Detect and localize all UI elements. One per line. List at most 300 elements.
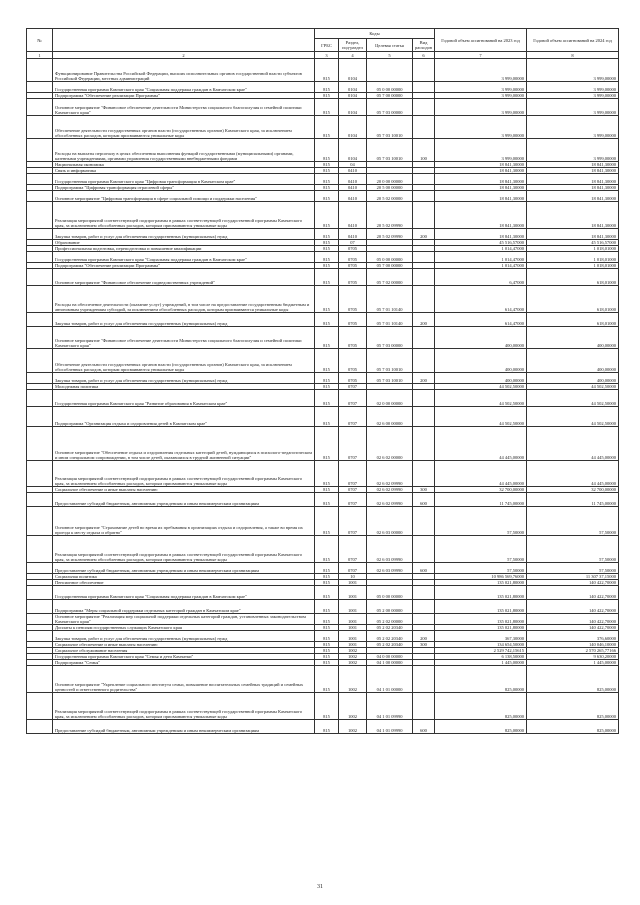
row-name: Расходы на выплаты персоналу в целях обеспечения выполнения функций государственными (муниципальными) органами, казенными учреждениями, органами управления государственными внебюджетными фондами [53,139,315,162]
row-type: 300 [413,642,435,648]
row-section: 0410 [339,185,367,191]
row-grbs: 815 [315,139,339,162]
row-volume-2023: 3 999,00000 [435,82,527,93]
row-name: Закупка товаров, работ и услуг для обеспечения государственных (муниципальных) нужд [53,229,315,240]
row-volume-2023: 44 445,00000 [435,461,527,487]
row-type [413,666,435,693]
row-volume-2024: 2 570 265,77166 [527,648,619,654]
row-grbs: 815 [315,631,339,642]
header-expense-type: Вид расходов [413,39,435,52]
row-target: 05 7 00 00000 [367,263,413,269]
row-section: 1001 [339,580,367,586]
row-volume-2024: 825,00000 [527,666,619,693]
row-grbs: 815 [315,373,339,384]
row-volume-2023: 825,00000 [435,720,527,734]
row-volume-2024: 11 307 37,15000 [527,574,619,580]
row-volume-2023: 1 014,47000 [435,246,527,252]
table-row [27,373,619,384]
row-volume-2024: 11 745,00000 [527,493,619,507]
row-target: 02 6 02 09990 [367,461,413,487]
row-volume-2023: 18 841,30000 [435,191,527,202]
row-volume-2023: 134 654,50000 [435,642,527,648]
table-row [27,286,619,313]
table-row [27,349,619,373]
row-name: Расходы на обеспечение деятельности (оказание услуг) учреждений, в том числе на предоставление государственным бюджетным и автономным учреждениям субсидий, за исключением обособленных расходов, которым присваиваются уникальные коды [53,286,315,313]
row-volume-2023: 3 999,00000 [435,99,527,116]
row-volume-2023: 44 445,00000 [435,427,527,461]
row-volume-2023: 45 516,57000 [435,240,527,246]
table-row [27,59,619,82]
row-target: 20 5 00 00000 [367,185,413,191]
row-name: Закупка товаров, работ и услуг для обеспечения государственных (муниципальных) нужд [53,313,315,327]
table-header [27,29,619,59]
row-volume-2023: 10 986 569,76000 [435,574,527,580]
row-volume-2024: 18 841,30000 [527,191,619,202]
row-grbs: 815 [315,563,339,574]
table-row [27,536,619,563]
row-type [413,191,435,202]
header-grbs: ГРБС [315,39,339,52]
row-type [413,116,435,139]
row-grbs: 815 [315,384,339,390]
row-section: 0707 [339,427,367,461]
row-section: 0705 [339,286,367,313]
header-number: № [27,29,53,52]
row-section: 1001 [339,614,367,625]
row-section: 0707 [339,407,367,427]
row-name: Образование [53,240,315,246]
table-row [27,720,619,734]
header-name [53,29,315,52]
row-grbs: 815 [315,642,339,648]
column-number: 6 [413,52,435,59]
row-volume-2023: 11 745,00000 [435,493,527,507]
row-section: 0705 [339,349,367,373]
row-grbs: 815 [315,202,339,229]
row-grbs: 815 [315,240,339,246]
row-name: Основное мероприятие "Финансовое обеспечение деятельности Министерства социального благополучия и семейной политики Камчатского края" [53,327,315,349]
row-type: 200 [413,229,435,240]
row-grbs: 815 [315,586,339,600]
row-target: 05 7 03 10010 [367,349,413,373]
row-section: 0705 [339,313,367,327]
row-name: Доплаты к пенсиям государственных служащих Камчатского края [53,625,315,631]
row-volume-2023: 614,47000 [435,286,527,313]
table-row [27,427,619,461]
row-index [27,174,53,185]
row-target: 05 2 02 20340 [367,625,413,631]
row-name: Социальное обслуживание населения [53,648,315,654]
row-index [27,407,53,427]
row-target: 04 1 01 09990 [367,720,413,734]
row-grbs: 815 [315,185,339,191]
row-volume-2024: 400,00000 [527,373,619,384]
row-volume-2023: 400,00000 [435,349,527,373]
row-section: 0707 [339,536,367,563]
column-number: 7 [435,52,527,59]
row-name: Основное мероприятие "Страхование детей во время их пребывания в организациях отдыха и оздоровления, а также во время их проезда к месту отдыха и обратно" [53,507,315,536]
table-row [27,407,619,427]
row-type [413,202,435,229]
row-name: Подпрограмма "Семья" [53,660,315,666]
row-target: 04 0 00 00000 [367,654,413,660]
header-volume-2024: Годовой объем ассигнований на 2024 год [527,29,619,52]
row-section: 1002 [339,666,367,693]
row-name: Государственная программа Камчатского края "Социальная поддержка граждан в Камчатском крае" [53,82,315,93]
row-grbs: 815 [315,99,339,116]
column-number: 3 [315,52,339,59]
row-target: 02 6 00 00000 [367,407,413,427]
row-volume-2024: 18 841,30000 [527,202,619,229]
row-volume-2024: 376,60000 [527,631,619,642]
row-volume-2024: 32 700,00000 [527,487,619,493]
row-section: 1002 [339,648,367,654]
row-section: 0410 [339,202,367,229]
row-name: Государственная программа Камчатского края "Цифровая трансформация в Камчатском крае" [53,174,315,185]
row-grbs: 815 [315,648,339,654]
row-section: 0705 [339,246,367,252]
row-volume-2024: 44 502,50000 [527,384,619,390]
table-row [27,229,619,240]
row-volume-2024: 3 999,00000 [527,116,619,139]
row-grbs: 815 [315,666,339,693]
header-volume-2023: Годовой объем ассигнований на 2023 год [435,29,527,52]
row-grbs: 815 [315,693,339,720]
row-grbs: 815 [315,174,339,185]
row-section: 0705 [339,263,367,269]
row-index [27,507,53,536]
row-volume-2023: 825,00000 [435,693,527,720]
row-name: Национальная экономика [53,162,315,168]
row-name: Предоставление субсидий бюджетным, автономным учреждениям и иным некоммерческим организациям [53,720,315,734]
table-row [27,390,619,407]
row-index [27,229,53,240]
row-volume-2024: 9 630,20000 [527,654,619,660]
row-name: Основное мероприятие "Укрепление социального института семьи, повышение воспитательных семейных традиций и семейных ценностей и ответственного родительства" [53,666,315,693]
row-section: 0707 [339,563,367,574]
row-section: 0104 [339,99,367,116]
row-volume-2023: 1 014,47000 [435,263,527,269]
row-volume-2024: 44 445,00000 [527,461,619,487]
row-target: 04 1 01 09990 [367,693,413,720]
row-volume-2024: 140 046,10000 [527,642,619,648]
row-type [413,269,435,286]
row-name: Закупка товаров, работ и услуг для обеспечения государственных (муниципальных) нужд [53,373,315,384]
row-target: 02 6 02 00000 [367,427,413,461]
row-target: 20 0 00 00000 [367,174,413,185]
row-type: 300 [413,487,435,493]
row-section: 0104 [339,139,367,162]
row-section: 0410 [339,174,367,185]
table-row [27,586,619,600]
row-target: 05 7 03 00000 [367,327,413,349]
row-grbs: 815 [315,427,339,461]
row-name: Реализация мероприятий соответствующей подпрограммы в рамках соответствующей государственной программы Камчатского края, за исключением обособленных расходов, которым присваиваются уникальные коды [53,202,315,229]
row-index [27,461,53,487]
row-volume-2024: 3 999,00000 [527,93,619,99]
row-name: Основное мероприятие "Обеспечение отдыха и оздоровления отдельных категорий детей, нуждающихся в психолого-педагогическом и ином специальном сопровождении, в том числе детей, оказавшихся в трудной жизненной ситуации" [53,427,315,461]
row-volume-2024: 44 502,50000 [527,390,619,407]
row-grbs: 815 [315,82,339,93]
table-row [27,693,619,720]
row-volume-2024: 140 422,70000 [527,580,619,586]
row-volume-2024: 618,01000 [527,313,619,327]
row-name: Обеспечение деятельности государственных органов власти (государственных органов) Камчатского края, за исключением обособленных расходов, которым присваиваются уникальные коды [53,349,315,373]
row-section: 0707 [339,384,367,390]
row-type [413,614,435,625]
row-volume-2024: 57,50000 [527,536,619,563]
row-section: 1002 [339,720,367,734]
header-codes-group: Коды [315,29,435,39]
row-section: 10 [339,574,367,580]
row-section: 0707 [339,487,367,493]
row-name: Подпрограмма "Обеспечение реализации Программы" [53,93,315,99]
row-name: Предоставление субсидий бюджетным, автономным учреждениям и иным некоммерческим организациям [53,493,315,507]
row-grbs: 815 [315,507,339,536]
row-grbs: 815 [315,349,339,373]
row-grbs: 815 [315,269,339,286]
row-index [27,390,53,407]
row-target: 02 6 02 09990 [367,487,413,493]
row-index [27,313,53,327]
row-section: 1002 [339,654,367,660]
table-row [27,327,619,349]
row-target: 05 0 00 00000 [367,252,413,263]
row-type [413,390,435,407]
row-name: Социальное обеспечение и иные выплаты населению [53,487,315,493]
column-number: 2 [53,52,315,59]
row-volume-2023: 400,00000 [435,327,527,349]
row-index [27,373,53,384]
row-type: 600 [413,720,435,734]
row-volume-2023: 44 502,50000 [435,390,527,407]
row-volume-2023: 135 021,80000 [435,586,527,600]
row-volume-2023: 18 841,30000 [435,202,527,229]
row-target: 02 6 03 00000 [367,507,413,536]
row-name: Основное мероприятие "Финансовое обеспечение деятельности Министерства социального благополучия и семейной политики Камчатского края" [53,99,315,116]
row-grbs: 815 [315,574,339,580]
row-index [27,116,53,139]
table-row [27,82,619,93]
table-row [27,313,619,327]
row-grbs: 815 [315,286,339,313]
row-volume-2023: 18 841,30000 [435,174,527,185]
row-name: Связь и информатика [53,168,315,174]
row-name: Закупка товаров, работ и услуг для обеспечения государственных (муниципальных) нужд [53,631,315,642]
row-grbs: 815 [315,327,339,349]
row-volume-2024: 44 502,50000 [527,407,619,427]
row-type [413,461,435,487]
row-name: Реализация мероприятий соответствующей подпрограммы в рамках соответствующей государственной программы Камчатского края, за исключением обособленных расходов, которым присваиваются уникальные коды [53,536,315,563]
table-row [27,666,619,693]
row-type [413,507,435,536]
row-volume-2023: 135 021,80000 [435,625,527,631]
row-volume-2024: 1 018,01000 [527,246,619,252]
row-name: Основное мероприятие "Цифровая трансформация в сфере социальной помощи и поддержки населения" [53,191,315,202]
row-section: 0104 [339,93,367,99]
row-target: 05 7 03 10010 [367,116,413,139]
row-type [413,427,435,461]
row-target: 05 7 01 10140 [367,286,413,313]
table-row [27,631,619,642]
row-target: 05 2 00 00000 [367,600,413,614]
row-target: 05 0 00 00000 [367,82,413,93]
row-name: Профессиональная подготовка, переподготовка и повышение квалификации [53,246,315,252]
row-target: 20 5 02 09990 [367,202,413,229]
row-grbs: 815 [315,720,339,734]
row-section: 1001 [339,631,367,642]
row-name: Государственная программа Камчатского края "Семья и дети Камчатки" [53,654,315,660]
row-type [413,600,435,614]
row-grbs: 815 [315,536,339,563]
row-volume-2024: 825,00000 [527,693,619,720]
row-index [27,493,53,507]
column-number: 5 [367,52,413,59]
row-type: 200 [413,631,435,642]
row-index [27,563,53,574]
table-row [27,99,619,116]
row-volume-2024: 57,50000 [527,507,619,536]
row-name: Пенсионное обеспечение [53,580,315,586]
row-type [413,407,435,427]
row-volume-2023: 135 021,80000 [435,600,527,614]
row-volume-2023: 2 529 742,15615 [435,648,527,654]
row-name: Социальное обеспечение и иные выплаты населению [53,642,315,648]
row-section: 1002 [339,693,367,720]
row-target: 05 2 02 20340 [367,642,413,648]
row-target [367,59,413,82]
row-volume-2023: 44 502,50000 [435,384,527,390]
table-row [27,507,619,536]
row-volume-2023: 3 999,00000 [435,139,527,162]
row-target: 02 6 02 09990 [367,493,413,507]
row-grbs: 815 [315,263,339,269]
row-type: 100 [413,139,435,162]
row-section: 0705 [339,327,367,349]
row-type [413,349,435,373]
row-index [27,139,53,162]
column-number: 8 [527,52,619,59]
row-section: 0410 [339,191,367,202]
row-volume-2023: 57,50000 [435,507,527,536]
row-volume-2024: 825,00000 [527,720,619,734]
row-volume-2023: 44 502,50000 [435,407,527,427]
row-index [27,586,53,600]
table-row [27,191,619,202]
row-section: 0104 [339,59,367,82]
row-index [27,327,53,349]
row-volume-2024: 618,01000 [527,269,619,286]
row-type [413,99,435,116]
row-section: 0707 [339,493,367,507]
row-name: Молодежная политика [53,384,315,390]
row-section: 07 [339,240,367,246]
row-name: Государственная программа Камчатского края "Социальная поддержка граждан в Камчатском крае" [53,586,315,600]
row-grbs: 815 [315,390,339,407]
row-name: Государственная программа Камчатского края "Развитие образования в Камчатском крае" [53,390,315,407]
row-grbs: 815 [315,59,339,82]
row-grbs: 815 [315,654,339,660]
row-name: Предоставление субсидий бюджетным, автономным учреждениям и иным некоммерческим организациям [53,563,315,574]
row-grbs: 815 [315,93,339,99]
row-grbs: 815 [315,168,339,174]
row-volume-2024: 1 018,01000 [527,252,619,263]
row-index [27,631,53,642]
row-index [27,666,53,693]
row-section: 1001 [339,586,367,600]
row-volume-2024: 18 841,30000 [527,229,619,240]
row-section: 0104 [339,82,367,93]
row-section: 1002 [339,660,367,666]
row-type [413,174,435,185]
row-name: Подпрограмма "Цифровая трансформация отраслевой сферы" [53,185,315,191]
row-volume-2024: 140 422,70000 [527,586,619,600]
row-target: 02 6 03 09990 [367,536,413,563]
row-volume-2024: 140 422,70000 [527,625,619,631]
row-grbs: 815 [315,493,339,507]
row-target: 05 7 03 10010 [367,139,413,162]
row-volume-2023: 614,47000 [435,313,527,327]
row-grbs: 815 [315,229,339,240]
row-target: 02 0 00 00000 [367,390,413,407]
row-volume-2023: 400,00000 [435,373,527,384]
table-row [27,252,619,263]
row-type: 600 [413,563,435,574]
row-type [413,536,435,563]
row-name: Основное мероприятие "Реализация мер социальной поддержки отдельных категорий граждан, установленных законодательством Камчатского края" [53,614,315,625]
row-index [27,269,53,286]
row-section: 0705 [339,269,367,286]
row-type [413,59,435,82]
row-volume-2023: 57,50000 [435,563,527,574]
table-row [27,493,619,507]
row-volume-2023: 1 445,00000 [435,660,527,666]
row-name: Реализация мероприятий соответствующей подпрограммы в рамках соответствующей государственной программы Камчатского края, за исключением обособленных расходов, которым присваиваются уникальные коды [53,693,315,720]
row-type [413,286,435,313]
row-volume-2024: 1 018,01000 [527,263,619,269]
row-name: Государственная программа Камчатского края "Социальная поддержка граждан в Камчатском крае" [53,252,315,263]
row-volume-2024: 3 999,00000 [527,59,619,82]
budget-table [26,28,619,734]
row-name: Функционирование Правительства Российской Федерации, высших исполнительных органов государственной власти субъектов Российской Федерации, местных администраций [53,59,315,82]
row-index [27,202,53,229]
row-name: Социальная политика [53,574,315,580]
row-volume-2023: 18 841,30000 [435,229,527,240]
row-target: 05 7 00 00000 [367,93,413,99]
row-volume-2024: 18 841,30000 [527,168,619,174]
row-section: 0410 [339,229,367,240]
row-name: Реализация мероприятий соответствующей подпрограммы в рамках соответствующей государственной программы Камчатского края, за исключением обособленных расходов, которым присваиваются уникальные коды [53,461,315,487]
header-section: Раздел, под-раздел [339,39,367,52]
header-target: Целевая статья [367,39,413,52]
row-grbs: 815 [315,252,339,263]
row-name: Подпрограмма "Обеспечение реализации Программы" [53,263,315,269]
row-name: Обеспечение деятельности государственных органов власти (государственных органов) Камчатского края, за исключением обособленных расходов, которым присваиваются уникальные коды [53,116,315,139]
row-volume-2023: 3 999,00000 [435,59,527,82]
row-volume-2024: 618,01000 [527,286,619,313]
row-name: Подпрограмма "Меры социальной поддержки отдельных категорий граждан в Камчатском крае" [53,600,315,614]
row-section: 0707 [339,507,367,536]
table-body [27,59,619,734]
row-section: 1001 [339,625,367,631]
row-grbs: 815 [315,162,339,168]
row-volume-2024: 400,00000 [527,349,619,373]
row-type [413,252,435,263]
row-volume-2024: 140 422,70000 [527,614,619,625]
row-grbs: 815 [315,313,339,327]
row-grbs: 815 [315,407,339,427]
row-target: 05 0 00 00000 [367,586,413,600]
